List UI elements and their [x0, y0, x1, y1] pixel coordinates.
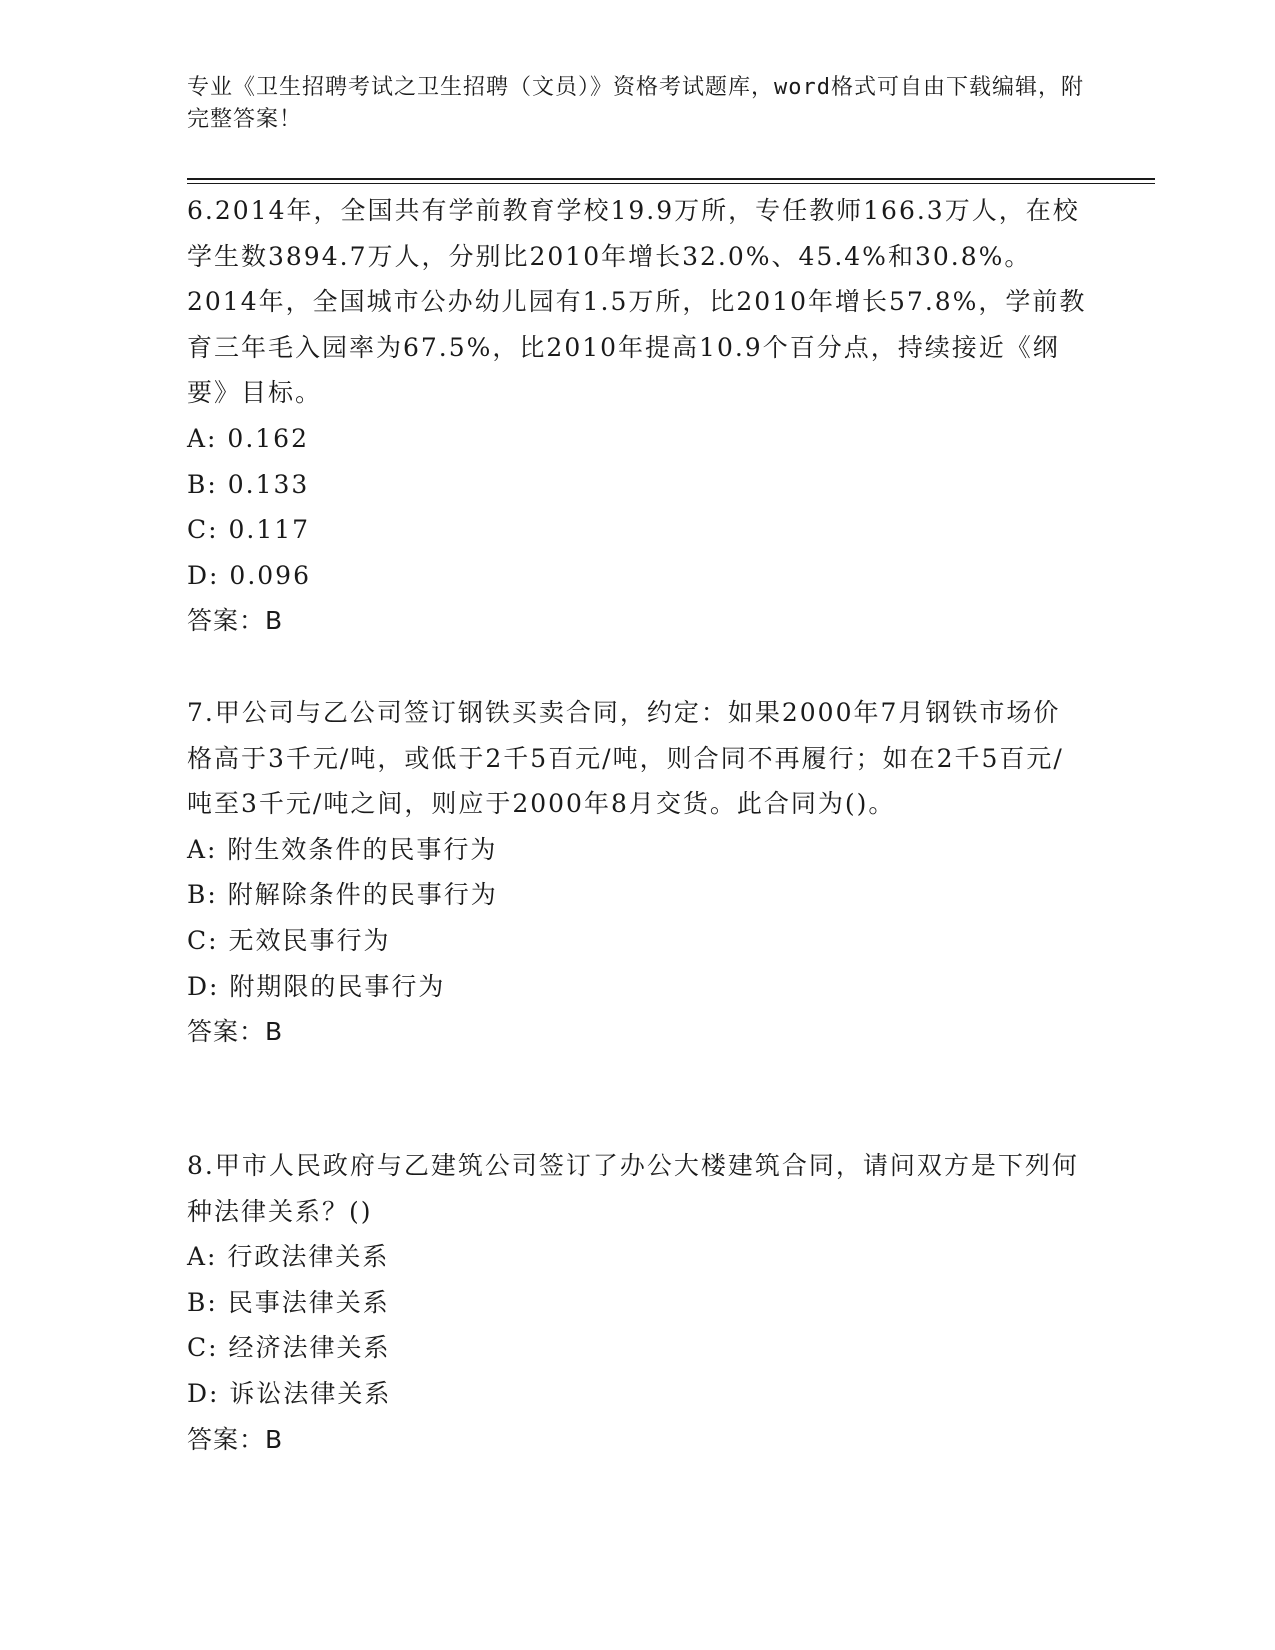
question-6	[187, 188, 1087, 644]
header-divider-thin	[187, 183, 1155, 184]
answer: 答案：B	[187, 1424, 284, 1454]
option-d: D: 诉讼法律关系	[187, 1378, 392, 1408]
option-c: C: 0.117	[187, 515, 311, 545]
option-d: D: 附期限的民事行为	[187, 971, 446, 1001]
answer: 答案：B	[187, 1017, 284, 1047]
header-divider-thick	[187, 178, 1155, 180]
question-stem: 8.甲市人民政府与乙建筑公司签订了办公大楼建筑合同，请问双方是下列何种法律关系？()	[187, 1151, 1079, 1226]
option-a: A: 行政法律关系	[187, 1242, 390, 1272]
option-c: C: 无效民事行为	[187, 925, 391, 955]
option-b: B: 附解除条件的民事行为	[187, 880, 498, 910]
option-a: A: 附生效条件的民事行为	[187, 834, 498, 864]
question-stem: 7.甲公司与乙公司签订钢铁买卖合同，约定：如果2000年7月钢铁市场价格高于3千元/吨，或低于2千5百元/吨，则合同不再履行；如在2千5百元/吨至3千元/吨之间，则应于2000年8月交货。此合同为()。	[187, 698, 1064, 819]
option-b: B: 民事法律关系	[187, 1287, 390, 1317]
option-d: D: 0.096	[187, 560, 311, 590]
option-c: C: 经济法律关系	[187, 1333, 391, 1363]
answer: 答案：B	[187, 606, 284, 636]
option-b: B: 0.133	[187, 469, 310, 499]
question-7	[187, 690, 1087, 1055]
question-stem: 6.2014年，全国共有学前教育学校19.9万所，专任教师166.3万人，在校学生数3894.7万人，分别比2010年增长32.0%、45.4%和30.8%。2014年，全国城市公办幼儿园有1.5万所，比2010年增长57.8%，学前教育三年毛入园率为67.5%，比2010年提高10.9个百分点，持续接近《纲要》目标。	[187, 196, 1087, 408]
option-a: A: 0.162	[187, 423, 309, 453]
question-8	[187, 1143, 1087, 1462]
document-header: 专业《卫生招聘考试之卫生招聘（文员）》资格考试题库，word格式可自由下载编辑，附完整答案！	[187, 75, 1084, 132]
